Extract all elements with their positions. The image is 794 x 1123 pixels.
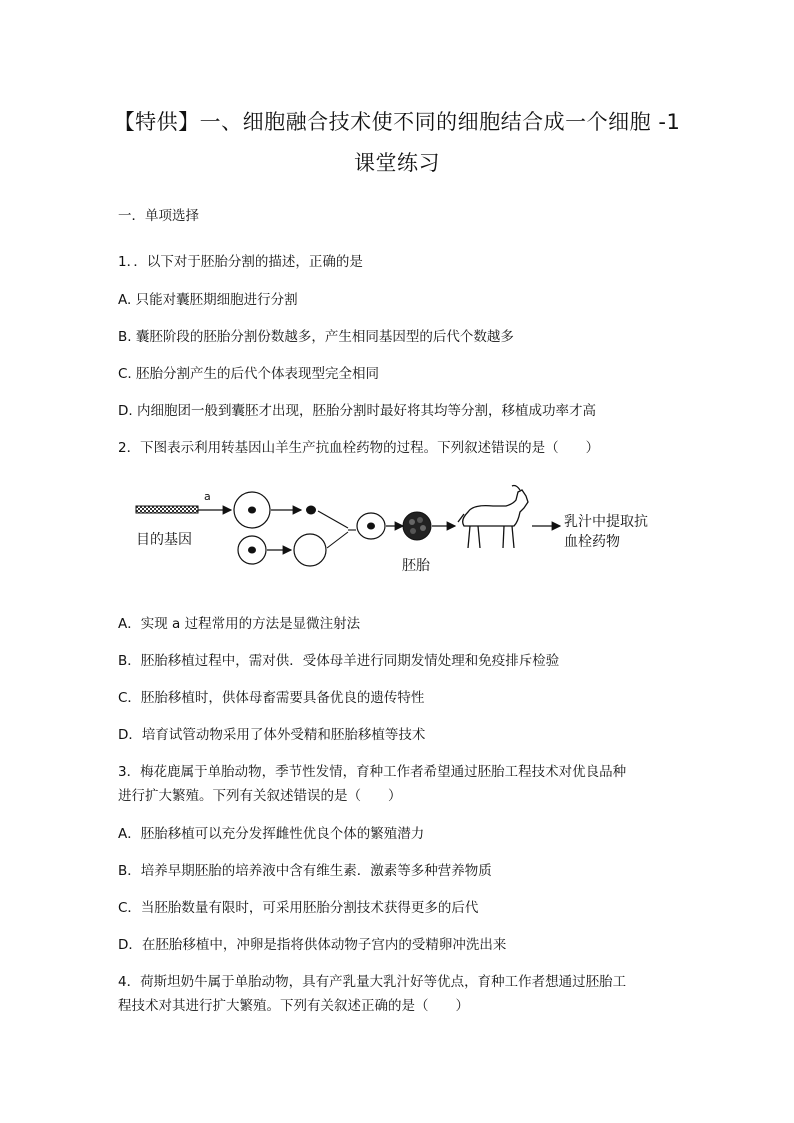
section-heading: 一．单项选择	[118, 208, 199, 224]
cell-bottom-nucleus	[248, 547, 256, 554]
question-3-option-d: D．在胚胎移植中，冲卵是指将供体动物子宫内的受精卵冲洗出来	[118, 937, 507, 953]
question-3-option-b: B．培养早期胚胎的培养液中含有维生素．激素等多种营养物质	[118, 863, 492, 879]
gene-label: 目的基因	[136, 532, 192, 548]
question-3-option-a: A．胚胎移植可以充分发挥雌性优良个体的繁殖潜力	[118, 826, 425, 842]
question-2-option-d: D．培育试管动物采用了体外受精和胚胎移植等技术	[118, 727, 426, 743]
question-3-option-c: C．当胚胎数量有限时，可采用胚胎分割技术获得更多的后代	[118, 900, 479, 916]
nucleus-small	[306, 506, 316, 515]
transgenic-goat-diagram	[128, 482, 668, 582]
question-2-option-a: A．实现 a 过程常用的方法是显微注射法	[118, 616, 361, 632]
page-title-line1: 【特供】一、细胞融合技术使不同的细胞结合成一个细胞 -1	[113, 110, 681, 134]
question-3-stem-line1: 3．梅花鹿属于单胎动物，季节性发情，育种工作者希望通过胚胎工程技术对优良品种	[118, 764, 627, 780]
embryo-label: 胚胎	[402, 558, 430, 574]
question-1-option-b: B. 囊胚阶段的胚胎分割份数越多，产生相同基因型的后代个数越多	[118, 329, 514, 345]
arrow-a-label: a	[204, 490, 211, 503]
cell-top-nucleus	[248, 507, 256, 514]
enucleated-cell	[294, 534, 326, 566]
page-title-line2: 课堂练习	[354, 151, 440, 175]
question-4-stem-line1: 4．荷斯坦奶牛属于单胎动物，具有产乳量大乳汁好等优点，育种工作者想通过胚胎工	[118, 974, 627, 990]
question-2-option-c: C．胚胎移植时，供体母畜需要具备优良的遗传特性	[118, 690, 425, 706]
fused-cell-nucleus	[367, 523, 375, 530]
question-2-option-b: B．胚胎移植过程中，需对供．受体母羊进行同期发情处理和免疫排斥检验	[118, 653, 560, 669]
question-1-stem: 1．．以下对于胚胎分割的描述，正确的是	[118, 254, 363, 270]
question-1-option-a: A. 只能对囊胚期细胞进行分割	[118, 292, 298, 308]
question-2-stem: 2．下图表示利用转基因山羊生产抗血栓药物的过程。下列叙述错误的是（ ）	[118, 440, 600, 456]
question-1-option-d: D. 内细胞团一般到囊胚才出现，胚胎分割时最好将其均等分割，移植成功率才高	[118, 403, 596, 419]
question-3-stem-line2: 进行扩大繁殖。下列有关叙述错误的是（ ）	[118, 788, 402, 804]
gene-bar	[136, 506, 198, 513]
result-label-line2: 血栓药物	[564, 534, 620, 550]
question-4-stem-line2: 程技术对其进行扩大繁殖。下列有关叙述正确的是（ ）	[118, 998, 469, 1014]
question-1-option-c: C. 胚胎分割产生的后代个体表现型完全相同	[118, 366, 380, 382]
embryo	[403, 512, 431, 540]
result-label-line1: 乳汁中提取抗	[564, 514, 648, 530]
goat-icon	[458, 486, 528, 549]
